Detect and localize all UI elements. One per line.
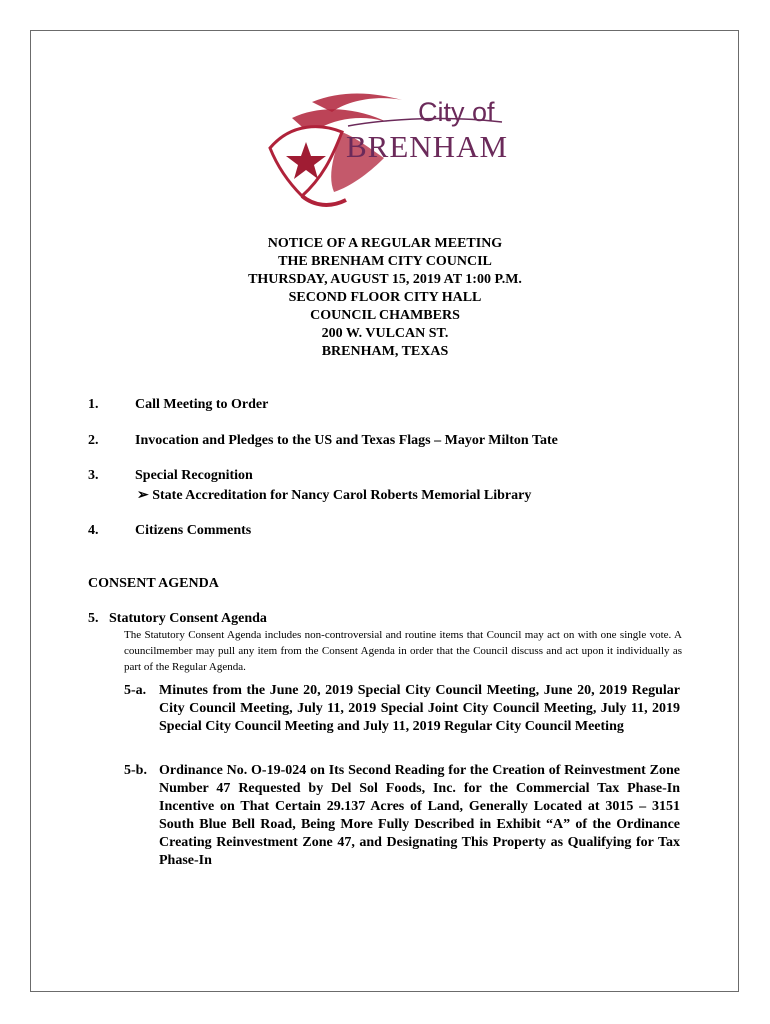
- arrow-bullet-icon: ➢: [137, 488, 153, 503]
- heading-line: NOTICE OF A REGULAR MEETING: [267, 236, 503, 251]
- flag-tail: [302, 196, 346, 205]
- sub-item-text: State Accreditation for Nancy Carol Roberts Memorial Library: [152, 488, 532, 503]
- consent-subitem: [124, 762, 680, 870]
- item-number: 2.: [88, 433, 99, 448]
- subitem-label: 5-b.: [124, 763, 147, 778]
- item-number: 1.: [88, 397, 99, 412]
- item-text: Citizens Comments: [135, 523, 252, 538]
- item-text: Invocation and Pledges to the US and Texas Flags – Mayor Milton Tate: [135, 433, 558, 448]
- heading-line: SECOND FLOOR CITY HALL: [288, 290, 482, 305]
- subitem-text: Ordinance No. O-19-024 on Its Second Reading for the Creation of Reinvestment Zone Number 47 Requested by Del Sol Foods, Inc. for the Commercial Tax Phase-In Incentive on That Certain 29.137 Acres of Land, Generally Located at 3015 – 3151 South Blue Bell Road, Being More Fully Described in Exhibit “A” of the Ordinance Creating Reinvestment Zone 47, and Designating This Property as Qualifying for Tax Phase-In: [159, 763, 680, 868]
- subitem-text: Minutes from the June 20, 2019 Special City Council Meeting, June 20, 2019 Regular City Council Meeting, July 11, 2019 Special Joint City Council Meeting, July 11, 2019 Special City Council Meeting and July 11, 2019 Regular City Council Meeting: [159, 683, 680, 734]
- heading-line: THE BRENHAM CITY COUNCIL: [278, 254, 492, 269]
- section-title: CONSENT AGENDA: [88, 576, 219, 591]
- logo-brenham: BRENHAM: [346, 129, 509, 164]
- consent-item-title: 5. Statutory Consent Agenda: [88, 611, 267, 626]
- heading-line: 200 W. VULCAN ST.: [321, 326, 449, 341]
- meeting-heading: [0, 235, 770, 361]
- heading-line: THURSDAY, AUGUST 15, 2019 AT 1:00 P.M.: [248, 272, 522, 287]
- consent-description: The Statutory Consent Agenda includes non-controversial and routine items that Council may act on with one single vote. A councilmember may pull any item from the Consent Agenda in order that the Council discuss and act upon it individually as part of the Regular Agenda.: [124, 629, 682, 673]
- item-number: 3.: [88, 468, 99, 483]
- item-text: Special Recognition: [135, 468, 253, 483]
- item-number: 4.: [88, 523, 99, 538]
- sub-item: [137, 487, 531, 504]
- consent-subitem: [124, 682, 680, 736]
- heading-line: COUNCIL CHAMBERS: [310, 308, 460, 323]
- logo-city-of: City of: [418, 97, 495, 127]
- heading-line: BRENHAM, TEXAS: [321, 344, 449, 359]
- flag-ribbon-top: [312, 94, 402, 113]
- subitem-label: 5-a.: [124, 683, 147, 698]
- item-text: Call Meeting to Order: [135, 397, 269, 412]
